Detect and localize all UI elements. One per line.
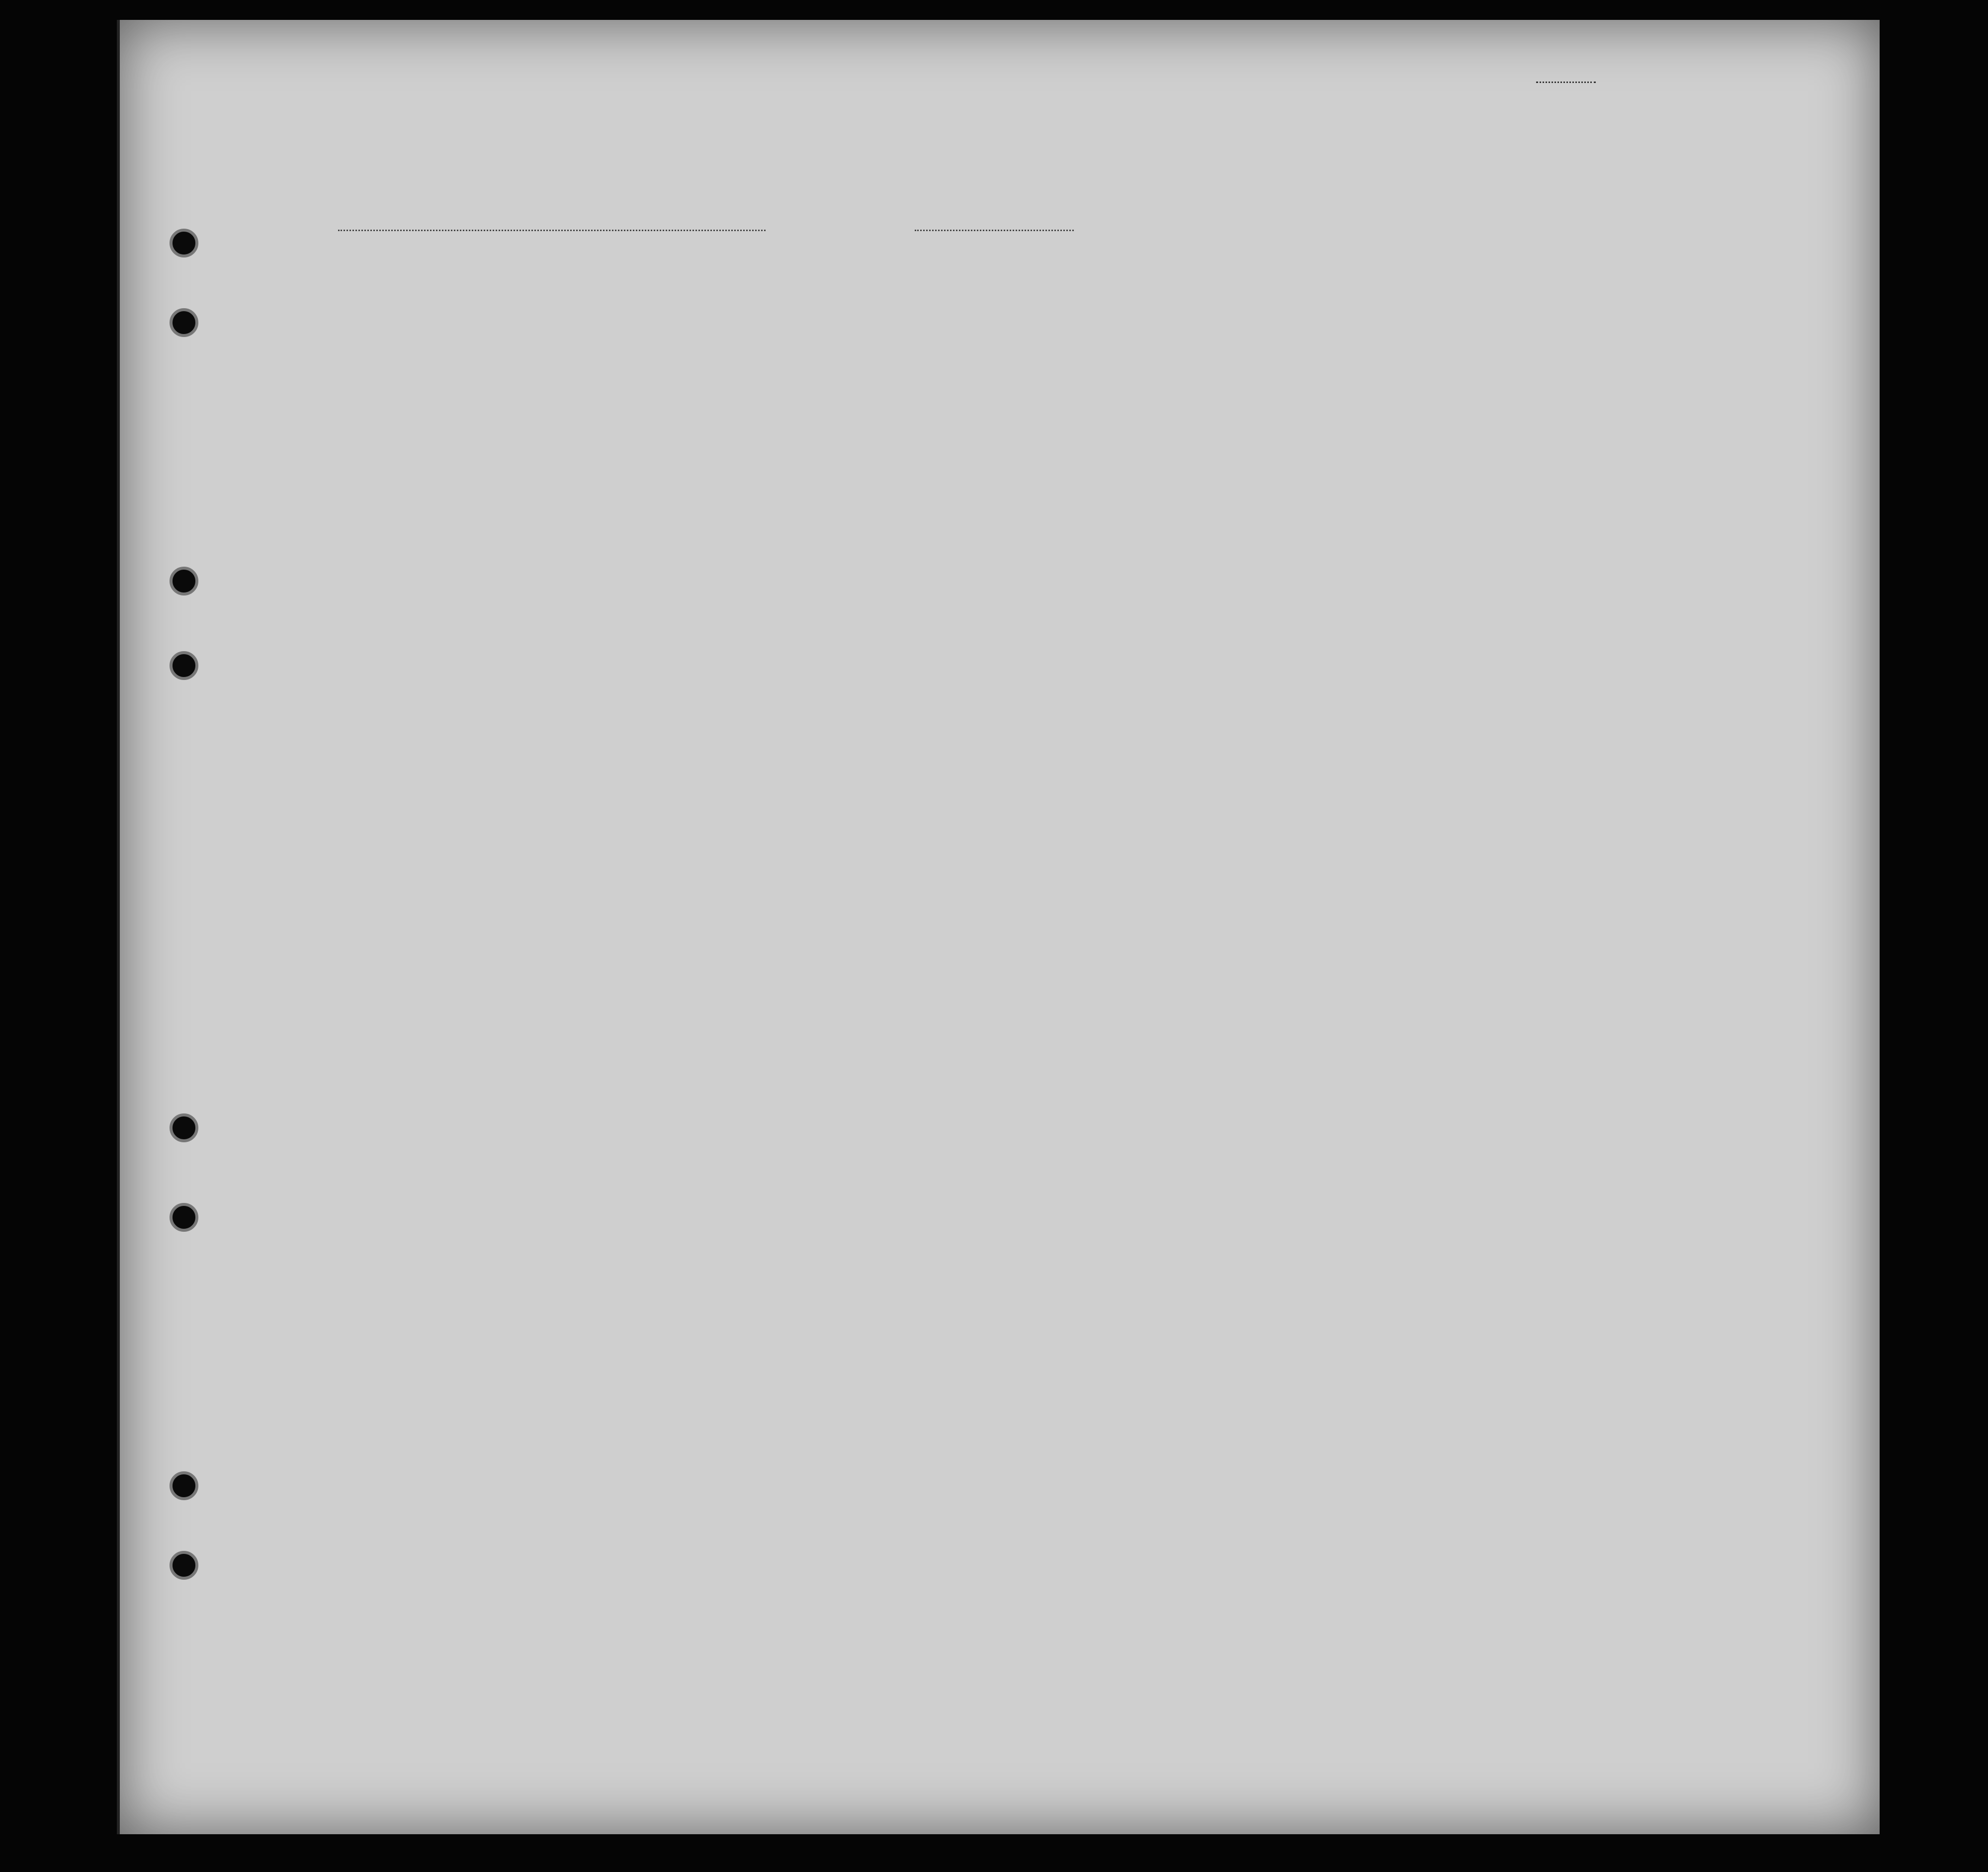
sheet-number <box>1536 70 1596 87</box>
manifest-sheet <box>117 20 1880 1834</box>
sheet-value <box>1536 82 1596 83</box>
binder-holes <box>165 20 204 1834</box>
dotted-line <box>915 230 1074 231</box>
binder-hole <box>170 1471 198 1500</box>
binder-hole <box>170 651 198 680</box>
binder-hole <box>170 567 198 596</box>
binder-hole <box>170 1113 198 1142</box>
binder-hole <box>170 1203 198 1232</box>
binder-hole <box>170 1551 198 1580</box>
dotted-line <box>338 230 766 231</box>
voyage-line <box>149 199 1790 234</box>
binder-hole <box>170 308 198 337</box>
